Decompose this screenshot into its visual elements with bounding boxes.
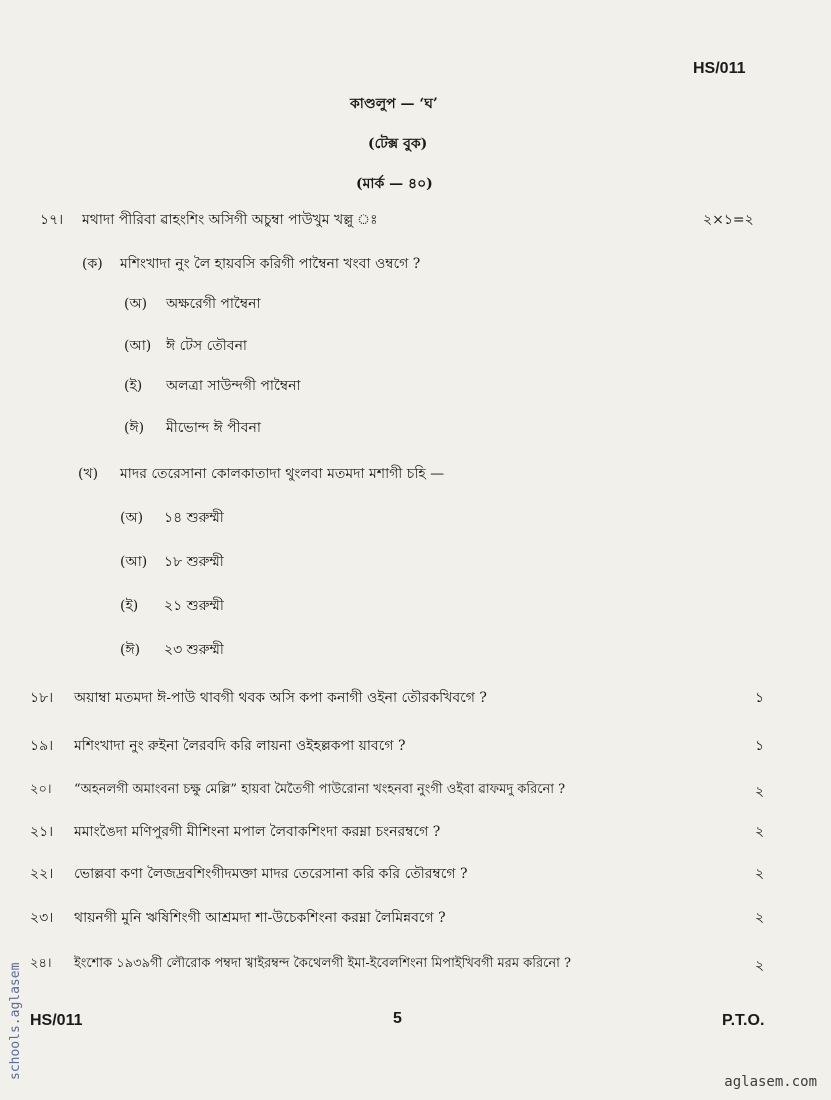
q17-part-kha-text: মাদর তেরেসানা কোলকাতাদা থুংলবা মতমদা মশাগী চহি —	[120, 466, 445, 482]
option-text: ১৪ শুরুম্মী	[164, 510, 224, 526]
question-number: ১৯।	[30, 738, 54, 754]
corner-watermark: aglasem.com	[724, 1074, 817, 1090]
q17-marks: ২×১=২	[703, 212, 754, 228]
q17-part-ka-label: (ক)	[82, 256, 103, 272]
question-marks: ২	[755, 866, 765, 882]
option-label: (ঈ)	[120, 642, 141, 658]
page-number: 5	[393, 1010, 402, 1027]
question-marks: ২	[755, 958, 765, 974]
question-number: ২৪।	[30, 956, 52, 971]
option-text: মীভোন্দ ঈ পীবনা	[166, 420, 261, 436]
question-text: ইংশোক ১৯৩৯গী লৌরোক পম্বদা খ্বাইরম্বন্দ কৈথেলগী ইমা-ইবেলশিংনা মিপাইখিবগী মরম করিনো ?	[74, 956, 572, 971]
option-text: ঈ টেস তৌবনা	[166, 338, 247, 354]
option-label: (আ)	[120, 554, 148, 570]
question-number: ২১।	[30, 824, 54, 840]
question-number: ২৩।	[30, 910, 54, 926]
paper-code-footer: HS/011	[30, 1012, 83, 1029]
question-text: অয়াম্বা মতমদা ঈ-পাউ থাবগী থবক অসি কপা কনাগী ওইনা তৌরকখিবগে ?	[74, 690, 487, 706]
option-text: ২৩ শুরুম্মী	[164, 642, 224, 658]
paper-code-top: HS/011	[693, 60, 746, 77]
option-text: ১৮ শুরুম্মী	[164, 554, 224, 570]
side-watermark: schools.aglasem	[8, 962, 23, 1080]
question-marks: ১	[755, 738, 765, 754]
q17-text: মথাদা পীরিবা ৱাহংশিং অসিগী অচুম্বা পাউখুম খল্লু ঃ	[82, 212, 378, 228]
section-title: কাণ্ডলুপ — ‘ঘ’	[350, 96, 438, 112]
option-text: অলত্রা সাউন্দগী পাম্বৈনা	[166, 378, 301, 394]
option-label: (অ)	[124, 296, 148, 312]
question-text: মমাংঙৈদা মণিপুরগী মীশিংনা মপাল লৈবাকশিংদা করম্না চংনরম্বগে ?	[74, 824, 441, 840]
section-marks: (মার্ক — ৪০)	[356, 176, 433, 192]
question-marks: ২	[755, 824, 765, 840]
option-label: (ঈ)	[124, 420, 145, 436]
question-text: থায়নগী মুনি ঋষিশিংগী আশ্রমদা শা-উচেকশিংনা করম্না লৈমিন্নবগে ?	[74, 910, 446, 926]
section-subtitle: (টেক্স বুক)	[368, 136, 428, 152]
option-label: (ই)	[120, 598, 139, 614]
question-text: মশিংখাদা নুং রুইনা লৈরবদি করি লায়না ওইহল্লকপা য়াবগে ?	[74, 738, 406, 754]
option-text: অক্ষরেগী পাম্বৈনা	[166, 296, 261, 312]
option-text: ২১ শুরুম্মী	[164, 598, 224, 614]
pto-label: P.T.O.	[722, 1012, 765, 1029]
question-text: “অহনলগী অমাংবনা চক্ষু মেল্লি” হায়বা মৈতৈগী পাউরোনা খংহনবা নুংগী ওইবা ৱাফমদু করিনো ?	[74, 782, 566, 797]
question-marks: ১	[755, 690, 765, 706]
option-label: (ই)	[124, 378, 143, 394]
q17-part-ka-text: মশিংখাদা নুং লৈ হায়বসি করিগী পাম্বৈনা খংবা ওম্বগে ?	[120, 256, 421, 272]
option-label: (অ)	[120, 510, 144, 526]
question-marks: ২	[755, 784, 765, 800]
q17-number: ১৭।	[40, 212, 64, 228]
question-marks: ২	[755, 910, 765, 926]
option-label: (আ)	[124, 338, 152, 354]
question-number: ২২।	[30, 866, 54, 882]
question-text: ভোল্লবা কণা লৈজদ্রবশিংগীদমক্তা মাদর তেরেসানা করি করি তৌরম্বগে ?	[74, 866, 468, 882]
q17-part-kha-label: (খ)	[78, 466, 99, 482]
question-number: ২০।	[30, 782, 52, 797]
question-number: ১৮।	[30, 690, 54, 706]
